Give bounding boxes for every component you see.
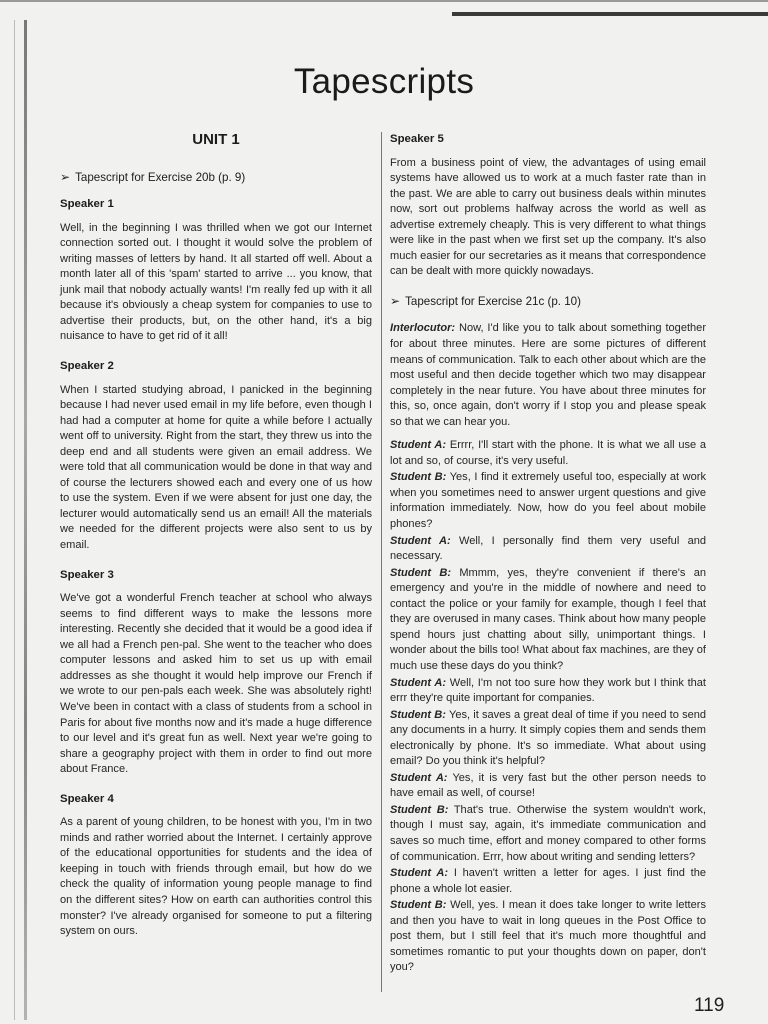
exercise-title: Tapescript for Exercise 20b (p. 9) bbox=[75, 170, 246, 184]
speaker-label: Interlocutor: bbox=[390, 322, 456, 335]
speaker-label: Student B: bbox=[390, 899, 447, 912]
line-text: Yes, I find it extremely useful too, especially at work when you sometimes need to answer urgent questions and give information immediately. Now, how do you feel about mobile phones? bbox=[390, 471, 706, 531]
speaker-4-text: As a parent of young children, to be honest with you, I'm in two minds and rather worried about the Internet. I certainly approve of the educational opportunities for students and the idea of keeping in touch with friends through email, but how do we check the quality of information young people manage to find on the different sites? How on earth can authorities control this monster? I've already organised for someone to put a filtering system on ours. bbox=[60, 816, 372, 938]
speaker-label: Student A: bbox=[390, 867, 449, 880]
speaker-5-heading: Speaker 5 bbox=[390, 133, 444, 145]
speaker-label: Student A: bbox=[390, 771, 448, 784]
dialogue-line bbox=[390, 676, 706, 707]
speaker-1-heading: Speaker 1 bbox=[60, 198, 114, 211]
speaker-label: Student A: bbox=[390, 534, 451, 547]
speaker-4-heading: Speaker 4 bbox=[60, 792, 114, 805]
arrow-icon: ➢ bbox=[60, 169, 71, 184]
page-title: Tapescripts bbox=[293, 62, 475, 101]
dialogue-line bbox=[390, 803, 706, 865]
dialogue-line bbox=[390, 708, 706, 770]
dialogue-line bbox=[390, 470, 706, 532]
speaker-2-heading: Speaker 2 bbox=[60, 360, 114, 373]
line-text: Well, yes. I mean it does take longer to write letters and then you have to wait in long queues in the Post Office to post them, but I still feel that it's much more thoughtful and sometimes romantic to put your thoughts down on paper, don't you? bbox=[390, 899, 706, 974]
speaker-5-text: From a business point of view, the advantages of using email systems have allowed us to work at a much faster rate than in the past. We are able to carry out business deals within minutes now, sort out problems halfway across the world as well as advertise extremely cheaply. This is very different to what things were like in the past when we first set up the company. It's also much easier for our secretaries as it means that correspondence can be dealt with more quickly nowadays. bbox=[390, 156, 706, 278]
speaker-2-text: When I started studying abroad, I panicked in the beginning because I had never used email in my life before, even though I had had a computer at home for quite a while before I actually went off to university. Right from the start, they threw us into the deep end and all students were given an email address. We were told that all communication would be done in that way and of course the lecturers showed each and every one of us how to use the system. Even if we were absent for just one day, the lecturer would automatically send us an email! All the materials we needed for the different projects were also sent to us by email. bbox=[60, 383, 372, 552]
dialogue-line bbox=[390, 534, 706, 565]
speaker-label: Student B: bbox=[390, 471, 447, 484]
dialogue-line bbox=[390, 866, 706, 897]
binding-shadow-line bbox=[14, 20, 15, 1020]
line-text: Errrr, I'll start with the phone. It is what we all use a lot and so, of course, it's very useful. bbox=[390, 439, 707, 467]
line-text: I haven't written a letter for ages. I just find the phone a whole lot easier. bbox=[390, 867, 706, 895]
speaker-1-text: Well, in the beginning I was thrilled when we got our Internet connection sorted out. I thought it would solve the problem of writing masses of letters by hand. It all started off well. About a month later all of this 'spam' started to arrive ... you know, that junk mail that nobody actually wants! I'm really fed up with it all because it's obviously a cheap system for companies to use to advertise their products, but, on the other hand, it's a big nuisance to have to get rid of it all! bbox=[60, 221, 372, 343]
speaker-3-text: We've got a wonderful French teacher at school who always seems to find different ways to make the lessons more interesting. Recently she decided that it would be a good idea if we all had a French pen-pal. She went to the teacher who does computer lessons and asked him to set us up with email addresses as she thought it would help improve our French if we wrote to our pen-pals each week. She was absolutely right! We've been in contact with a class of students from a school in Paris for about five months now and it's made a huge difference to our level and it's great fun as well. Next year we're going to share a geography project with them in order to find out more about France. bbox=[60, 592, 372, 776]
line-text: Well, I personally find them very useful and necessary. bbox=[390, 534, 707, 563]
dialogue-line bbox=[390, 898, 706, 976]
column-divider bbox=[381, 132, 382, 992]
exercise-title: Tapescript for Exercise 21c (p. 10) bbox=[405, 294, 581, 308]
left-column bbox=[60, 132, 372, 954]
interlocutor-line bbox=[390, 321, 706, 430]
line-text: Yes, it saves a great deal of time if you need to send any documents in a hurry. It simply copies them and sends them electronically by phone. It's so immediate. What about using email? Do you think it's helpful? bbox=[390, 708, 707, 768]
speaker-label: Student B: bbox=[390, 803, 449, 816]
speaker-label: Student A: bbox=[390, 676, 447, 689]
unit-heading: UNIT 1 bbox=[192, 131, 240, 148]
right-column bbox=[390, 132, 706, 977]
line-text: Mmmm, yes, they're convenient if there's an emergency and you're in the middle of nowhere and need to contact the police or your family for example, though I feel that they are overused in many cases. Think about how many people spend hours just chatting about silly, unimportant things. I wonder about the bills too! What about fax machines, are they of much use these days do you think? bbox=[390, 566, 706, 672]
speaker-label: Student B: bbox=[390, 566, 452, 579]
line-text: Well, I'm not too sure how they work but I think that errr they're quite important for companies. bbox=[390, 676, 706, 705]
arrow-icon: ➢ bbox=[390, 293, 401, 308]
speaker-label: Student A: bbox=[390, 439, 447, 452]
dialogue-line bbox=[390, 566, 706, 675]
binding-edge bbox=[24, 20, 27, 1020]
page-number: 119 bbox=[694, 995, 725, 1016]
speaker-3-heading: Speaker 3 bbox=[60, 568, 114, 581]
header-rule bbox=[452, 12, 768, 16]
dialogue-line bbox=[390, 771, 706, 802]
dialogue-line bbox=[390, 438, 706, 469]
exercise-heading-20b bbox=[60, 170, 372, 186]
line-text: That's true. Otherwise the system wouldn't work, though I must say, again, it's immediate communication and saves so much time, effort and money compared to other forms of communication. Errr, how about writing and sending letters? bbox=[390, 803, 706, 863]
top-edge-line bbox=[0, 0, 768, 2]
line-text: Yes, it is very fast but the other person needs to have email as well, of course! bbox=[390, 771, 706, 800]
exercise-heading-21c bbox=[390, 294, 706, 310]
line-text: Now, I'd like you to talk about something together for about three minutes. Here are some pictures of different means of communication. Talk to each other about which are the most useful and then decide together which two may disappear completely in the near future. You have about three minutes for this, so, once again, don't worry if I stop you and please speak so that we can hear you. bbox=[390, 322, 706, 428]
speaker-label: Student B: bbox=[390, 708, 446, 721]
